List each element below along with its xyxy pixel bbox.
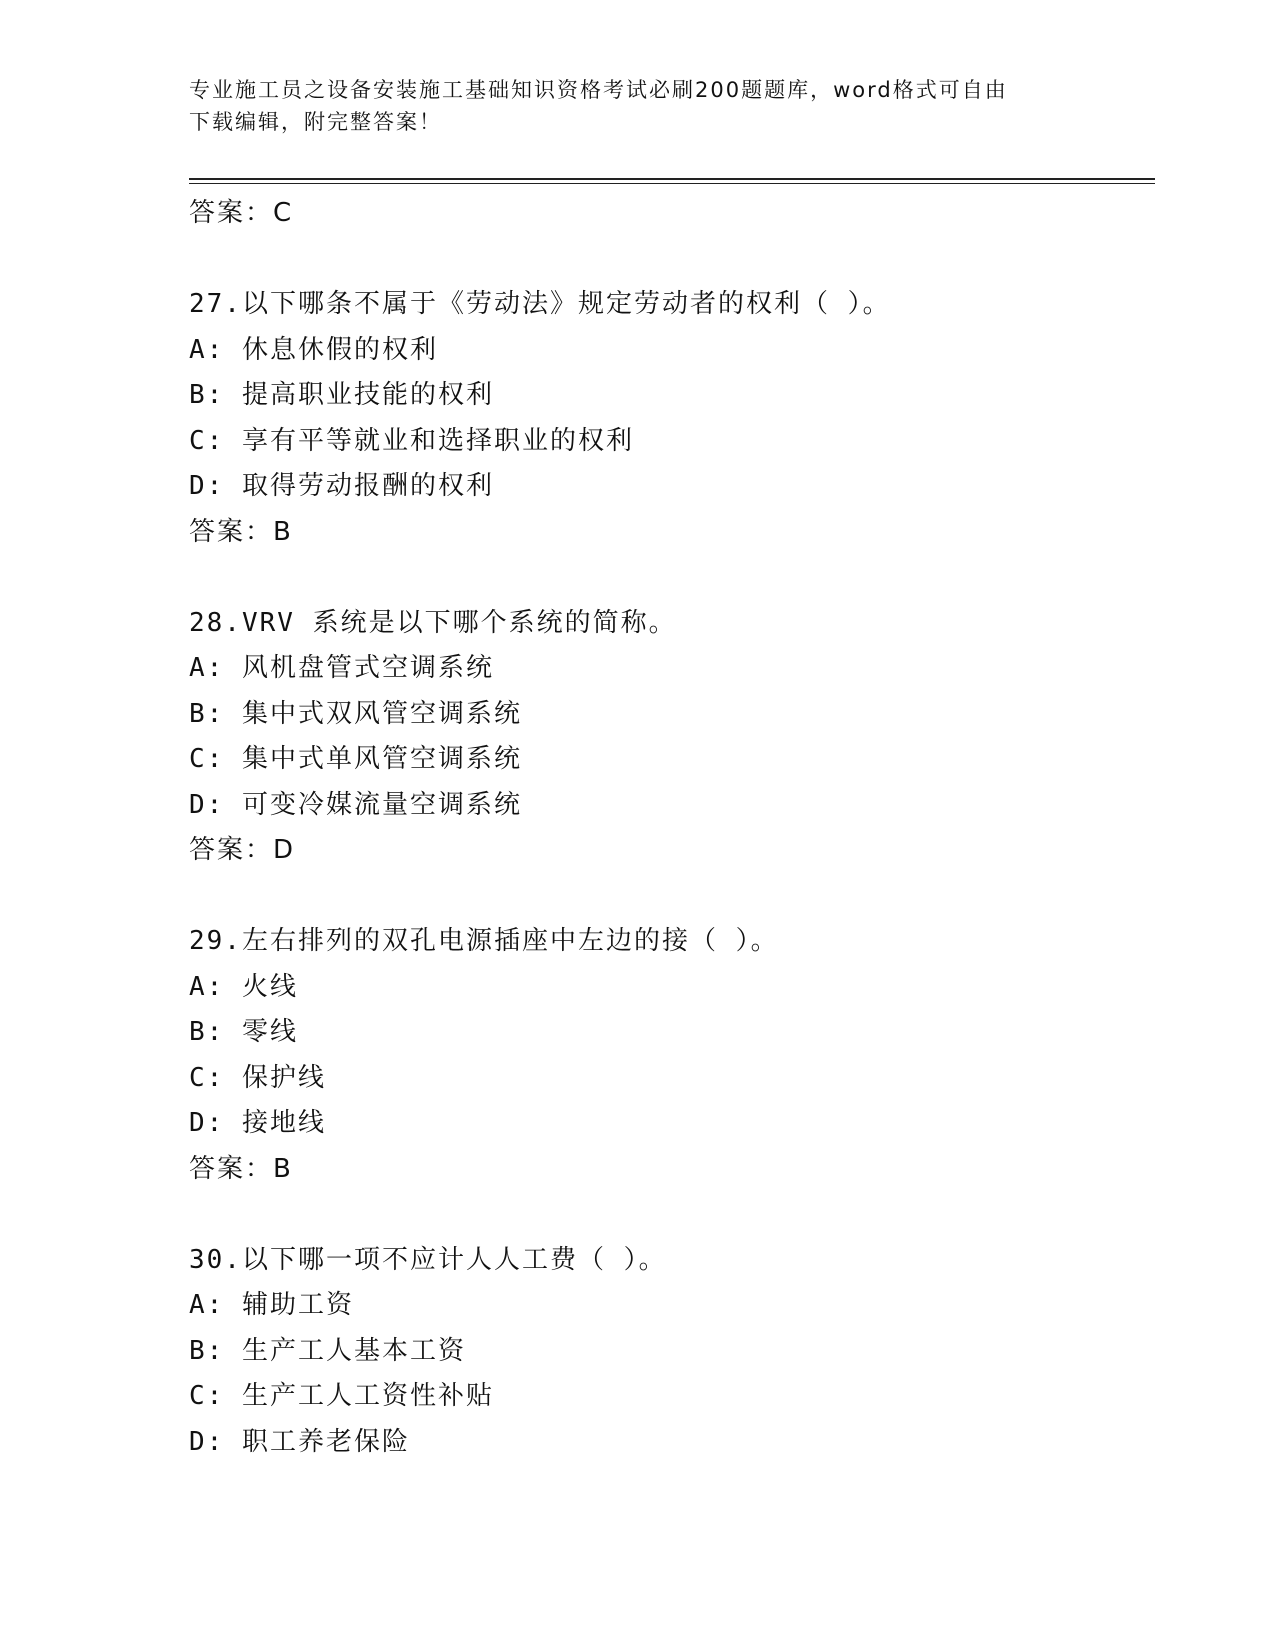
document-header <box>189 74 1089 138</box>
question-text: 30.以下哪一项不应计人人工费（ ）。 <box>189 1244 667 1275</box>
header-rule-thin <box>189 183 1155 184</box>
question-list <box>189 191 1149 1465</box>
answer: 答案：B <box>189 1153 293 1184</box>
option-b: B: 零线 <box>189 1017 298 1047</box>
option-a: A: 休息休假的权利 <box>189 334 438 365</box>
option-c: C: 保护线 <box>189 1062 326 1093</box>
option-b: B: 集中式双风管空调系统 <box>189 698 522 729</box>
option-b: B: 生产工人基本工资 <box>189 1335 466 1366</box>
header-rule-thick <box>189 178 1155 180</box>
option-b: B: 提高职业技能的权利 <box>189 380 494 410</box>
question-text: 28.VRV 系统是以下哪个系统的简称。 <box>189 607 677 638</box>
previous-answer: 答案：C <box>189 198 294 228</box>
question-text: 29.左右排列的双孔电源插座中左边的接（ ）。 <box>189 926 779 956</box>
spacer <box>189 874 1149 920</box>
question-block <box>189 282 1149 555</box>
question-block <box>189 1238 1149 1466</box>
option-d: D: 接地线 <box>189 1108 326 1138</box>
option-c: C: 享有平等就业和选择职业的权利 <box>189 425 634 456</box>
option-d: D: 取得劳动报酬的权利 <box>189 471 494 501</box>
option-a: A: 风机盘管式空调系统 <box>189 653 494 683</box>
option-d: D: 职工养老保险 <box>189 1426 410 1457</box>
spacer <box>189 237 1149 283</box>
option-c: C: 集中式单风管空调系统 <box>189 744 522 774</box>
header-line-1: 专业施工员之设备安装施工基础知识资格考试必刷200题题库，word格式可自由 <box>189 78 1008 102</box>
answer: 答案：B <box>189 516 293 547</box>
option-d: D: 可变冷媒流量空调系统 <box>189 789 522 820</box>
option-a: A: 辅助工资 <box>189 1290 354 1320</box>
option-a: A: 火线 <box>189 971 298 1002</box>
header-line-2: 下载编辑，附完整答案！ <box>189 110 442 134</box>
answer: 答案：D <box>189 835 296 865</box>
question-text: 27.以下哪条不属于《劳动法》规定劳动者的权利（ ）。 <box>189 289 891 319</box>
question-block <box>189 919 1149 1192</box>
spacer <box>189 555 1149 601</box>
question-block <box>189 601 1149 874</box>
spacer <box>189 1192 1149 1238</box>
option-c: C: 生产工人工资性补贴 <box>189 1381 494 1411</box>
